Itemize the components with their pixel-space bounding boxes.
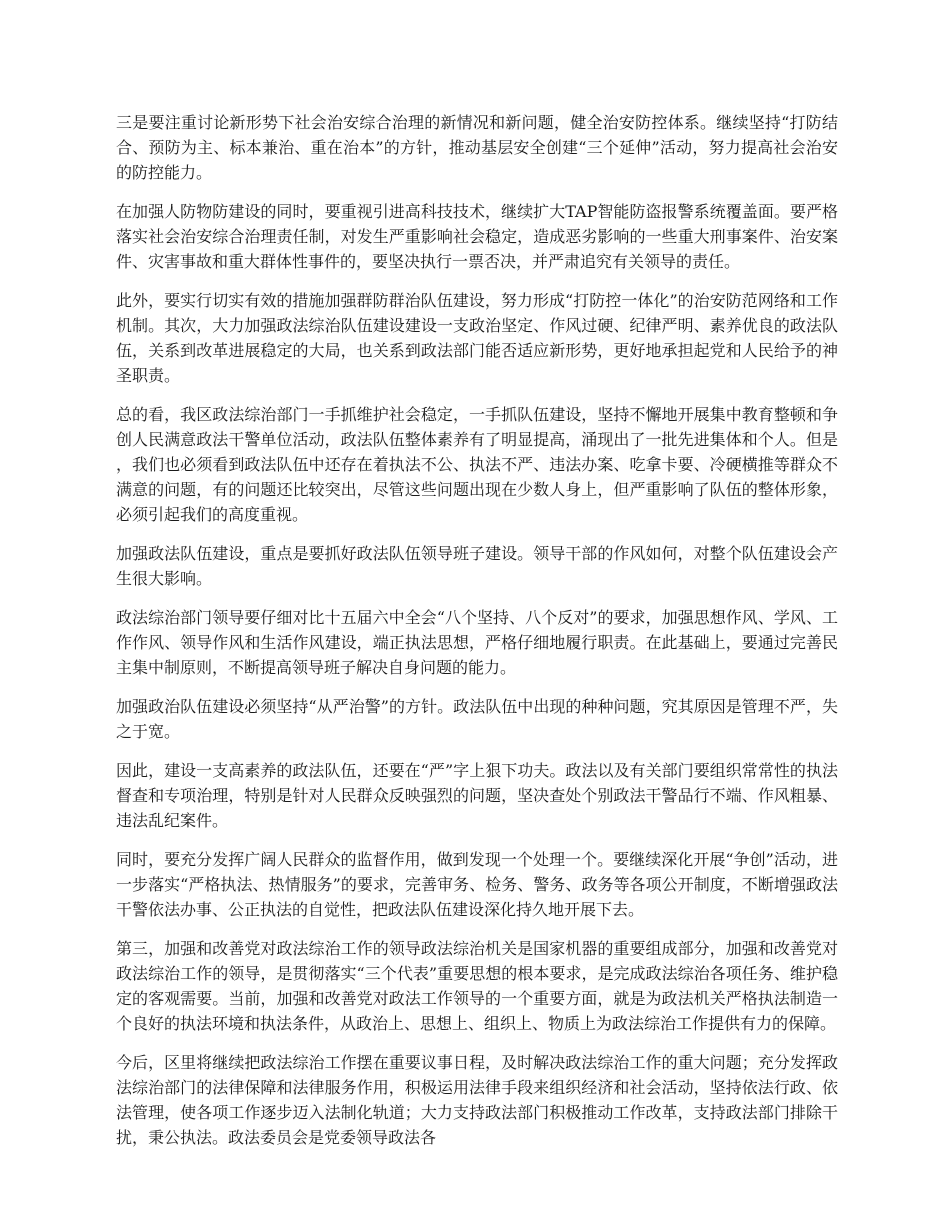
paragraph: 加强政法队伍建设，重点是要抓好政法队伍领导班子建设。领导干部的作风如何，对整个队伍建设会产生很大影响。	[116, 544, 838, 588]
paragraph: 政法综治部门领导要仔细对比十五届六中全会“八个坚持、八个反对”的要求，加强思想作风、学风、工作作风、领导作风和生活作风建设，端正执法思想，严格仔细地履行职责。在此基础上，要通过完善民主集中制原则，不断提高领导班子解决自身问题的能力。	[116, 608, 838, 677]
paragraph: 在加强人防物防建设的同时，要重视引进高科技技术，继续扩大TAP智能防盗报警系统覆盖面。要严格落实社会治安综合治理责任制，对发生严重影响社会稳定，造成恶劣影响的一些重大刑事案件、治安案件、灾害事故和重大群体性事件的，要坚决执行一票否决，并严肃追究有关领导的责任。	[116, 202, 838, 271]
paragraph: 三是要注重讨论新形势下社会治安综合治理的新情况和新问题，健全治安防控体系。继续坚持“打防结合、预防为主、标本兼治、重在治本”的方针，推动基层安全创建“三个延伸”活动，努力提高社会治安的防控能力。	[116, 113, 838, 182]
paragraph: 此外，要实行切实有效的措施加强群防群治队伍建设，努力形成“打防控一体化”的治安防范网络和工作机制。其次，大力加强政法综治队伍建设建设一支政治坚定、作风过硬、纪律严明、素养优良的政法队伍，关系到改革进展稳定的大局，也关系到政法部门能否适应新形势，更好地承担起党和人民给予的神圣职责。	[116, 291, 838, 385]
paragraph: 同时，要充分发挥广阔人民群众的监督作用，做到发现一个处理一个。要继续深化开展“争创”活动，进一步落实“严格执法、热情服务”的要求，完善审务、检务、警务、政务等各项公开制度，不断增强政法干警依法办事、公正执法的自觉性，把政法队伍建设深化持久地开展下去。	[116, 850, 838, 919]
paragraph: 今后，区里将继续把政法综治工作摆在重要议事日程，及时解决政法综治工作的重大问题；充分发挥政法综治部门的法律保障和法律服务作用，积极运用法律手段来组织经济和社会活动，坚持依法行政、依法管理，使各项工作逐步迈入法制化轨道；大力支持政法部门积极推动工作改革，支持政法部门排除干扰，秉公执法。政法委员会是党委领导政法各	[116, 1053, 838, 1147]
paragraph: 总的看，我区政法综治部门一手抓维护社会稳定，一手抓队伍建设，坚持不懈地开展集中教育整顿和争创人民满意政法干警单位活动，政法队伍整体素养有了明显提高，涌现出了一批先进集体和个人。但是，我们也必须看到政法队伍中还存在着执法不公、执法不严、违法办案、吃拿卡要、冷硬横推等群众不满意的问题，有的问题还比较突出，尽管这些问题出现在少数人身上，但严重影响了队伍的整体形象，必须引起我们的高度重视。	[116, 405, 838, 524]
document-body	[116, 110, 838, 1164]
paragraph: 第三，加强和改善党对政法综治工作的领导政法综治机关是国家机器的重要组成部分，加强和改善党对政法综治工作的领导，是贯彻落实“三个代表”重要思想的根本要求，是完成政法综治各项任务、维护稳定的客观需要。当前，加强和改善党对政法工作领导的一个重要方面，就是为政法机关严格执法制造一个良好的执法环境和执法条件，从政治上、思想上、组织上、物质上为政法综治工作提供有力的保障。	[116, 939, 838, 1033]
paragraph: 加强政治队伍建设必须坚持“从严治警”的方针。政法队伍中出现的种种问题，究其原因是管理不严，失之于宽。	[116, 697, 838, 741]
paragraph: 因此，建设一支高素养的政法队伍，还要在“严”字上狠下功夫。政法以及有关部门要组织常常性的执法督查和专项治理，特别是针对人民群众反映强烈的问题，坚决查处个别政法干警品行不端、作风粗暴、违法乱纪案件。	[116, 761, 838, 830]
